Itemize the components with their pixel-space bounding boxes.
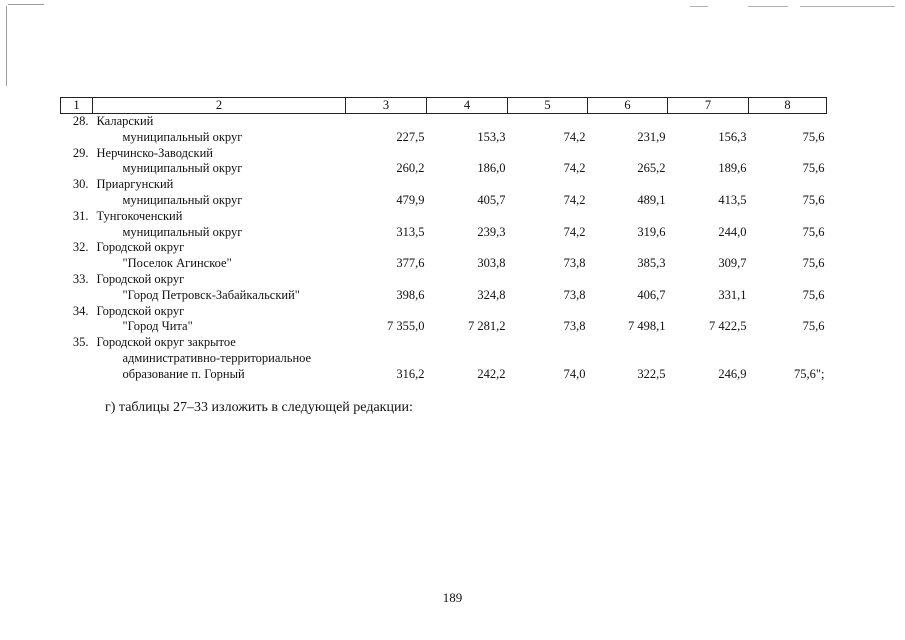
value-cell-col-7	[668, 335, 749, 351]
row-number: 30.	[72, 177, 89, 192]
scan-artifact-left	[6, 6, 7, 86]
value-cell-col-3: 260,2	[396, 161, 425, 176]
municipality-name: административно-территориальное	[122, 350, 312, 365]
value-cell-col-6	[588, 304, 668, 320]
value-cell-col-4	[427, 209, 508, 225]
value-cell-col-3: 313,5	[396, 224, 425, 239]
value-cell-col-5: 74,2	[563, 224, 586, 239]
row-number: 34.	[72, 303, 89, 318]
value-cell-col-5: 73,8	[563, 256, 586, 271]
municipality-name: муниципальный округ	[122, 161, 243, 176]
value-cell-col-8	[749, 240, 827, 256]
value-cell-col-5	[508, 335, 588, 351]
value-cell-col-8: 75,6	[802, 192, 825, 207]
value-cell-col-7	[668, 351, 749, 367]
value-cell-col-6	[588, 335, 668, 351]
column-header-1: 1	[61, 98, 93, 114]
value-cell-col-3	[346, 209, 427, 225]
municipality-name: Городской округ	[96, 271, 185, 286]
scan-artifact-dash	[690, 6, 708, 7]
table-row	[61, 130, 827, 146]
table-row	[61, 367, 827, 383]
value-cell-col-8: 75,6";	[794, 366, 825, 381]
value-cell-col-4	[427, 335, 508, 351]
value-cell-col-3: 398,6	[396, 287, 425, 302]
value-cell-col-7: 331,1	[718, 287, 747, 302]
value-cell-col-7	[668, 114, 749, 130]
value-cell-col-6: 265,2	[637, 161, 666, 176]
value-cell-col-5: 74,2	[563, 161, 586, 176]
value-cell-col-3	[346, 240, 427, 256]
value-cell-col-8	[749, 335, 827, 351]
row-number: 31.	[72, 208, 89, 223]
value-cell-col-4	[427, 351, 508, 367]
value-cell-col-5	[508, 209, 588, 225]
table-row	[61, 177, 827, 193]
value-cell-col-5	[508, 177, 588, 193]
value-cell-col-3	[346, 177, 427, 193]
table-row	[61, 225, 827, 241]
value-cell-col-3	[346, 335, 427, 351]
municipality-name: Городской округ закрытое	[96, 335, 236, 350]
value-cell-col-4: 242,2	[477, 366, 506, 381]
value-cell-col-7	[668, 272, 749, 288]
value-cell-col-6: 319,6	[637, 224, 666, 239]
value-cell-col-5	[508, 146, 588, 162]
scan-artifact-dash	[748, 6, 788, 7]
row-number	[61, 351, 93, 367]
value-cell-col-8	[749, 272, 827, 288]
municipality-name: муниципальный округ	[122, 192, 243, 207]
value-cell-col-6	[588, 209, 668, 225]
row-number	[61, 319, 93, 335]
value-cell-col-8: 75,6	[802, 287, 825, 302]
value-cell-col-4: 405,7	[477, 192, 506, 207]
value-cell-col-6	[588, 177, 668, 193]
value-cell-col-6	[588, 351, 668, 367]
value-cell-col-7	[668, 146, 749, 162]
municipality-name: Приаргунский	[96, 177, 174, 192]
value-cell-col-4	[427, 240, 508, 256]
value-cell-col-7: 156,3	[718, 129, 747, 144]
table-row	[61, 161, 827, 177]
table-row	[61, 114, 827, 130]
scan-artifact-top	[8, 4, 44, 5]
value-cell-col-7	[668, 177, 749, 193]
table-row	[61, 193, 827, 209]
value-cell-col-5: 73,8	[563, 319, 586, 334]
municipality-name: Тунгокоченский	[96, 208, 183, 223]
column-header-7: 7	[668, 98, 749, 114]
value-cell-col-4: 324,8	[477, 287, 506, 302]
value-cell-col-5	[508, 351, 588, 367]
column-header-3: 3	[346, 98, 427, 114]
municipality-name: муниципальный округ	[122, 224, 243, 239]
row-number	[61, 130, 93, 146]
value-cell-col-4	[427, 304, 508, 320]
municipality-name: муниципальный округ	[122, 129, 243, 144]
table-body	[61, 114, 827, 383]
municipality-name: Городской округ	[96, 303, 185, 318]
value-cell-col-4: 7 281,2	[468, 319, 506, 334]
value-cell-col-3: 377,6	[396, 256, 425, 271]
value-cell-col-8: 75,6	[802, 161, 825, 176]
table-row	[61, 240, 827, 256]
value-cell-col-8	[749, 146, 827, 162]
page-number: 189	[442, 590, 463, 605]
table-row	[61, 146, 827, 162]
value-cell-col-6: 406,7	[637, 287, 666, 302]
value-cell-col-8: 75,6	[802, 256, 825, 271]
value-cell-col-5	[508, 272, 588, 288]
value-cell-col-3	[346, 114, 427, 130]
value-cell-col-6: 385,3	[637, 256, 666, 271]
value-cell-col-8	[749, 304, 827, 320]
value-cell-col-7: 246,9	[718, 366, 747, 381]
table-row	[61, 304, 827, 320]
value-cell-col-7	[668, 209, 749, 225]
value-cell-col-8	[749, 177, 827, 193]
column-header-8: 8	[749, 98, 827, 114]
value-cell-col-4	[427, 146, 508, 162]
row-number	[61, 193, 93, 209]
value-cell-col-8: 75,6	[802, 129, 825, 144]
value-cell-col-5	[508, 114, 588, 130]
value-cell-col-4	[427, 272, 508, 288]
column-header-6: 6	[588, 98, 668, 114]
value-cell-col-8	[749, 351, 827, 367]
data-table-container	[60, 97, 826, 383]
value-cell-col-4: 186,0	[477, 161, 506, 176]
value-cell-col-6	[588, 146, 668, 162]
footnote-text: г) таблицы 27–33 изложить в следующей редакции:	[105, 400, 413, 415]
value-cell-col-6	[588, 114, 668, 130]
table-row	[61, 288, 827, 304]
row-number	[61, 225, 93, 241]
value-cell-col-8	[749, 209, 827, 225]
table-row	[61, 351, 827, 367]
value-cell-col-6: 322,5	[637, 366, 666, 381]
scan-artifact-dash	[800, 6, 895, 7]
value-cell-col-7	[668, 304, 749, 320]
value-cell-col-8	[749, 114, 827, 130]
table-header-row	[61, 98, 827, 114]
value-cell-col-6: 7 498,1	[628, 319, 666, 334]
row-number: 35.	[72, 335, 89, 350]
value-cell-col-3	[346, 304, 427, 320]
value-cell-col-3: 227,5	[396, 129, 425, 144]
municipality-name: образование п. Горный	[122, 366, 245, 381]
column-header-5: 5	[508, 98, 588, 114]
value-cell-col-3: 316,2	[396, 366, 425, 381]
municipality-name: "Поселок Агинское"	[122, 256, 232, 271]
value-cell-col-5: 74,2	[563, 129, 586, 144]
value-cell-col-5	[508, 304, 588, 320]
value-cell-col-7: 309,7	[718, 256, 747, 271]
municipality-name: "Город Чита"	[122, 319, 193, 334]
value-cell-col-5: 74,2	[563, 192, 586, 207]
municipality-name: Городской округ	[96, 240, 185, 255]
value-cell-col-7: 413,5	[718, 192, 747, 207]
value-cell-col-6: 231,9	[637, 129, 666, 144]
table-row	[61, 319, 827, 335]
row-number: 33.	[72, 271, 89, 286]
value-cell-col-6	[588, 240, 668, 256]
row-number	[61, 367, 93, 383]
value-cell-col-4: 239,3	[477, 224, 506, 239]
value-cell-col-3	[346, 351, 427, 367]
value-cell-col-8: 75,6	[802, 224, 825, 239]
municipality-name: Каларский	[96, 114, 154, 128]
municipality-name: "Город Петровск-Забайкальский"	[122, 287, 300, 302]
value-cell-col-7: 7 422,5	[709, 319, 747, 334]
data-table	[60, 97, 827, 383]
table-row	[61, 256, 827, 272]
value-cell-col-5	[508, 240, 588, 256]
column-header-4: 4	[427, 98, 508, 114]
row-number: 32.	[72, 240, 89, 255]
value-cell-col-4: 303,8	[477, 256, 506, 271]
value-cell-col-7	[668, 240, 749, 256]
municipality-name: Нерчинско-Заводский	[96, 145, 213, 160]
row-number	[61, 161, 93, 177]
row-number: 29.	[72, 145, 89, 160]
value-cell-col-7: 189,6	[718, 161, 747, 176]
value-cell-col-6	[588, 272, 668, 288]
table-row	[61, 209, 827, 225]
row-number	[61, 288, 93, 304]
value-cell-col-3: 479,9	[396, 192, 425, 207]
row-number	[61, 256, 93, 272]
value-cell-col-5: 73,8	[563, 287, 586, 302]
value-cell-col-4: 153,3	[477, 129, 506, 144]
value-cell-col-3	[346, 146, 427, 162]
value-cell-col-4	[427, 177, 508, 193]
value-cell-col-3	[346, 272, 427, 288]
value-cell-col-8: 75,6	[802, 319, 825, 334]
value-cell-col-5: 74,0	[563, 366, 586, 381]
column-header-2: 2	[93, 98, 346, 114]
value-cell-col-3: 7 355,0	[387, 319, 425, 334]
table-row	[61, 272, 827, 288]
row-number: 28.	[72, 114, 89, 128]
table-row	[61, 335, 827, 351]
value-cell-col-4	[427, 114, 508, 130]
value-cell-col-7: 244,0	[718, 224, 747, 239]
value-cell-col-6: 489,1	[637, 192, 666, 207]
